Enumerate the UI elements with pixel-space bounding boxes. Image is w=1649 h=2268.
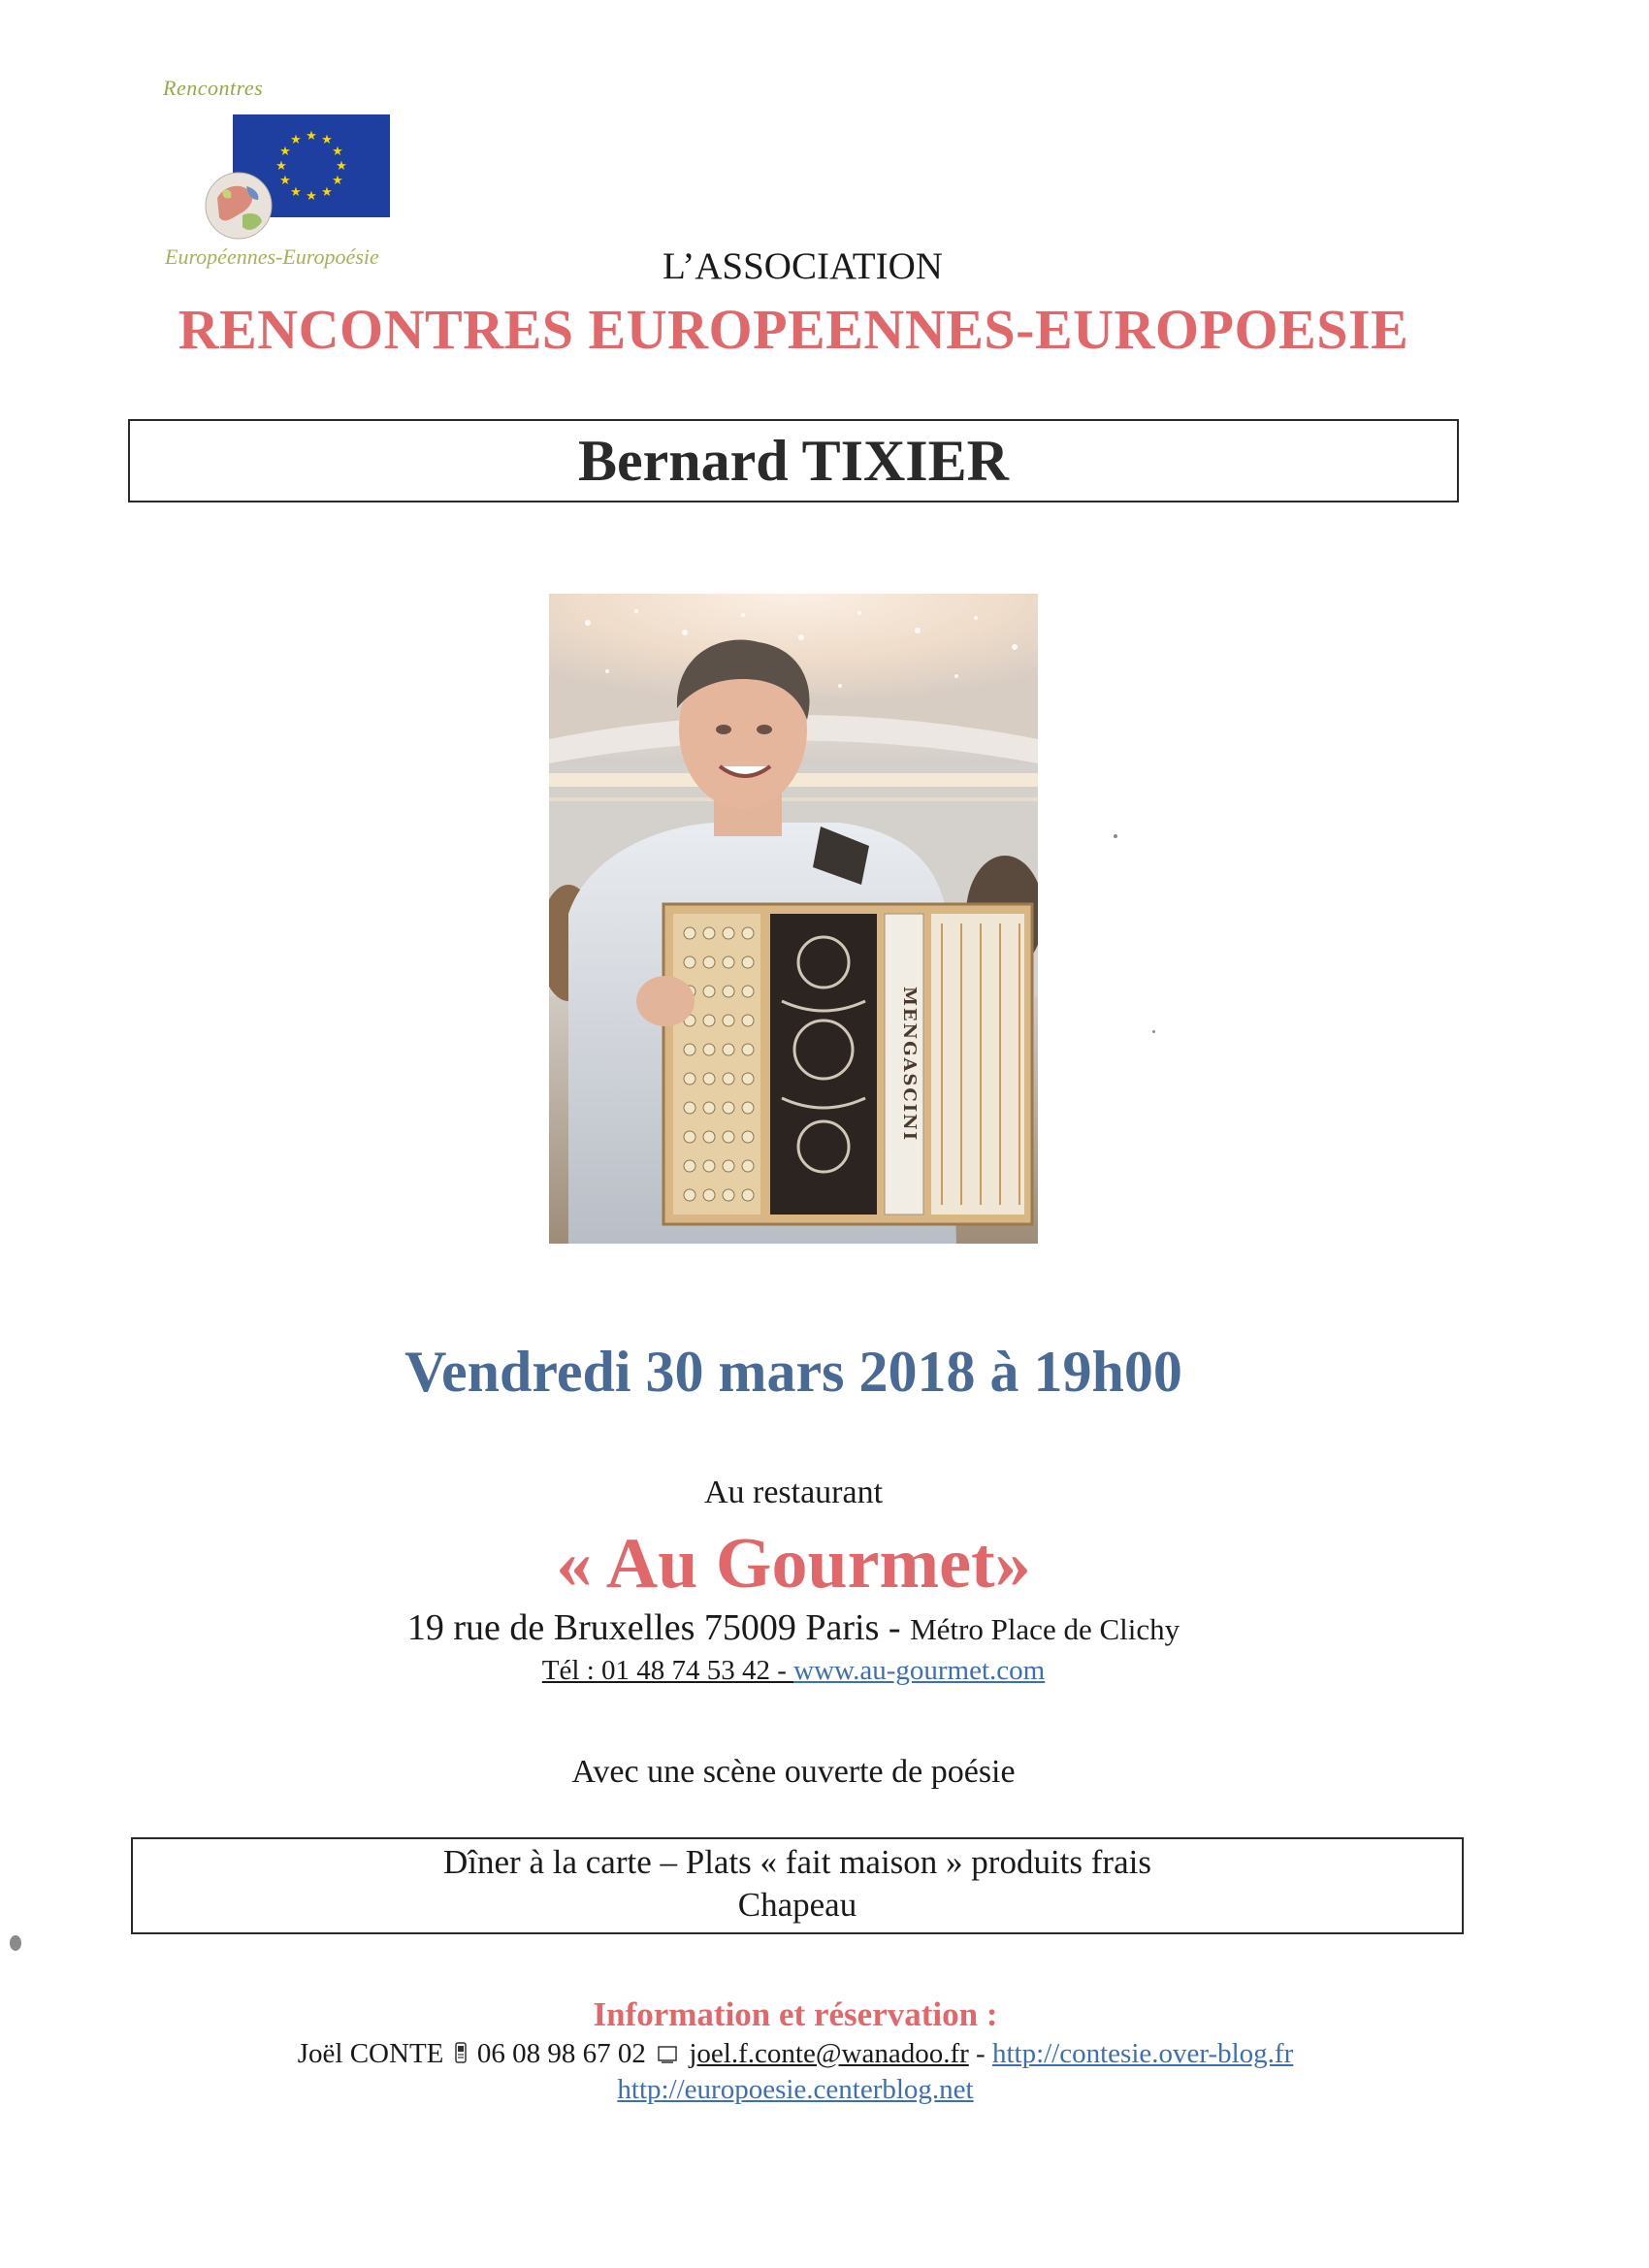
association-label-text: L’ASSOCIATION [663,245,943,287]
contact-separator: - [968,2038,992,2069]
event-date: Vendredi 30 mars 2018 à 19h00 [404,1340,1182,1404]
venue-label: Au restaurant [703,1474,884,1510]
artist-name-box [128,419,1459,502]
globe-icon [204,171,274,241]
association-name: RENCONTRES EUROPEENNES-EUROPOESIE [178,298,1409,361]
svg-text:MENGASCINI: MENGASCINI [899,986,920,1143]
logo-bottom-text: Européennes-Europoésie [165,244,379,269]
europoesie-blog-link[interactable]: http://europoesie.centerblog.net [617,2074,974,2105]
svg-text:★: ★ [290,185,302,200]
address-text: 19 rue de Bruxelles 75009 Paris - [406,1607,911,1648]
venue-address [0,1606,1587,1649]
svg-text:★: ★ [332,174,343,188]
open-stage-note: Avec une scène ouverte de poésie [571,1754,1016,1790]
contact-email-link[interactable]: joel.f.conte@wanadoo.fr [689,2038,969,2069]
svg-text:★: ★ [336,159,347,174]
contact-name: Joël CONTE [297,2038,444,2069]
venue-name: « Au Gourmet» [556,1524,1031,1604]
mail-icon [657,2040,678,2072]
scan-speck [1152,1030,1155,1033]
scan-speck [1114,834,1117,838]
association-label [0,244,1605,288]
svg-text:★: ★ [306,129,317,144]
dinner-line-2: Chapeau [737,1886,857,1924]
scan-speck [10,1935,21,1951]
svg-text:★: ★ [279,145,291,159]
contact-phone: 06 08 98 67 02 [476,2038,646,2069]
contesie-blog-link[interactable]: http://contesie.over-blog.fr [991,2038,1294,2069]
logo-top-text: Rencontres [163,76,264,100]
metro-text: Métro Place de Clichy [910,1612,1180,1646]
dinner-info-box [131,1837,1464,1934]
svg-text:★: ★ [321,133,333,147]
accordionist-illustration [549,594,1038,1244]
svg-text:★: ★ [290,133,302,147]
svg-text:★: ★ [321,185,333,200]
svg-text:★: ★ [279,174,291,188]
venue-website-link[interactable]: www.au-gourmet.com [793,1655,1046,1686]
info-title: Information et réservation : [593,1995,998,2033]
svg-text:★: ★ [306,189,317,204]
dinner-line-1: Dîner à la carte – Plats « fait maison » produits frais [443,1843,1151,1881]
artist-photo [549,594,1038,1244]
venue-contact [0,1655,1587,1687]
phone-icon [455,2040,467,2072]
svg-text:★: ★ [275,159,287,174]
artist-name: Bernard TIXIER [578,428,1009,493]
info-contacts [0,2038,1591,2072]
venue-phone: Tél : 01 48 74 53 42 - [541,1655,794,1686]
svg-text:★: ★ [332,145,343,159]
